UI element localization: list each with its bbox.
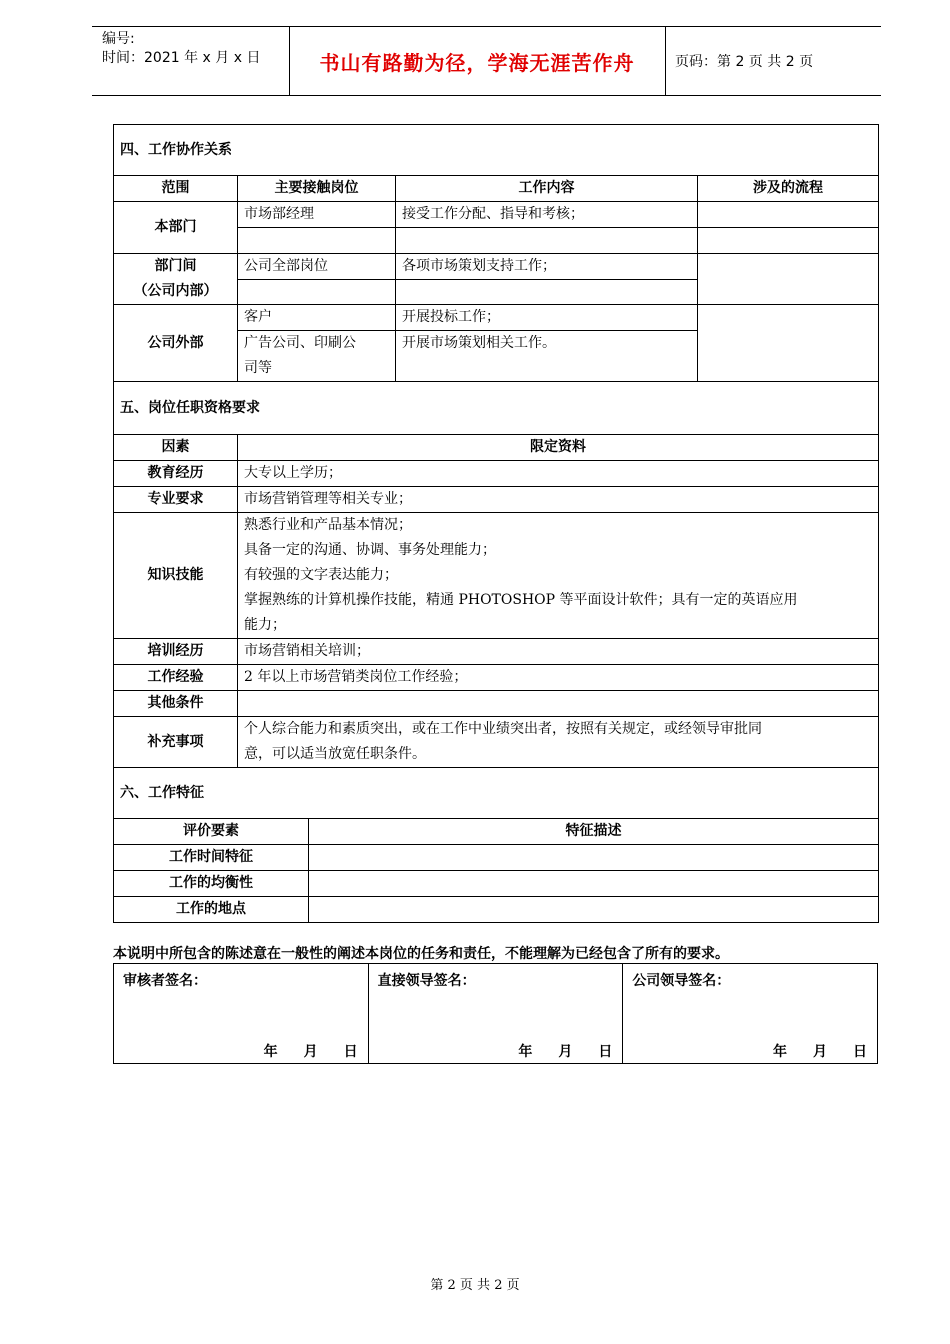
page-info: 页码：第 2 页 共 2 页 xyxy=(675,54,814,70)
date-year: 年 xyxy=(263,1044,278,1060)
content-cell: 接受工作分配、指导和考核； xyxy=(396,202,698,228)
position-cell xyxy=(238,331,396,382)
section-title-work-features: 六、工作特征 xyxy=(114,768,879,819)
signature-label: 公司领导签名： xyxy=(632,973,731,989)
date-day: 日 xyxy=(343,1044,358,1060)
col-header-factor: 因素 xyxy=(114,435,238,461)
col-header-evaluation: 评价要素 xyxy=(114,819,309,845)
process-cell xyxy=(698,254,879,305)
date-year: 年 xyxy=(518,1044,533,1060)
date-year: 年 xyxy=(773,1044,787,1060)
feature-label-balance: 工作的均衡性 xyxy=(114,871,309,897)
requirement-value: 市场营销管理等相关专业； xyxy=(238,487,879,513)
feature-value xyxy=(309,897,879,923)
requirement-value: 大专以上学历； xyxy=(238,461,879,487)
position-cell: 市场部经理 xyxy=(238,202,396,228)
content-cell: 各项市场策划支持工作； xyxy=(396,254,698,280)
scope-label-external: 公司外部 xyxy=(114,305,238,382)
signature-label: 审核者签名： xyxy=(123,973,207,989)
factor-label-other: 其他条件 xyxy=(114,691,238,717)
position-cell xyxy=(238,280,396,305)
content-cell xyxy=(396,280,698,305)
scope-label-interdepartment xyxy=(114,254,238,305)
factor-label-education: 教育经历 xyxy=(114,461,238,487)
feature-value xyxy=(309,871,879,897)
header-meta xyxy=(102,30,260,68)
position-line: 司等 xyxy=(244,360,272,376)
job-description-table xyxy=(113,124,879,923)
factor-label-skills: 知识技能 xyxy=(114,513,238,639)
position-cell: 客户 xyxy=(238,305,396,331)
factor-label-supplement: 补充事项 xyxy=(114,717,238,768)
process-cell xyxy=(698,305,879,382)
signature-box-company-leader[interactable] xyxy=(623,964,878,1064)
skill-line: 掌握熟练的计算机操作技能，精通 PHOTOSHOP 等平面设计软件；具有一定的英语应用 xyxy=(244,592,798,608)
process-cell xyxy=(698,228,879,254)
signature-date xyxy=(492,1041,612,1061)
content-cell: 开展市场策划相关工作。 xyxy=(396,331,698,382)
supplement-line: 个人综合能力和素质突出，或在工作中业绩突出者，按照有关规定，或经领导审批同 xyxy=(244,721,762,737)
col-header-process: 涉及的流程 xyxy=(698,176,879,202)
signature-label: 直接领导签名： xyxy=(377,973,476,989)
section-title-qualifications: 五、岗位任职资格要求 xyxy=(114,382,879,435)
header-divider xyxy=(665,27,666,95)
scope-label-line: （公司内部） xyxy=(133,283,218,299)
col-header-content: 工作内容 xyxy=(396,176,698,202)
process-cell xyxy=(698,202,879,228)
feature-value xyxy=(309,845,879,871)
requirement-value: 市场营销相关培训； xyxy=(238,639,879,665)
content-cell xyxy=(396,228,698,254)
skill-line: 具备一定的沟通、协调、事务处理能力； xyxy=(244,542,496,558)
col-header-requirement: 限定资料 xyxy=(238,435,879,461)
disclaimer-note: 本说明中所包含的陈述意在一般性的阐述本岗位的任务和责任，不能理解为已经包含了所有的要求。 xyxy=(113,946,729,962)
section-title-cooperation: 四、工作协作关系 xyxy=(114,125,879,176)
header-motto: 书山有路勤为径，学海无涯苦作舟 xyxy=(319,51,635,75)
col-header-position: 主要接触岗位 xyxy=(238,176,396,202)
skill-line: 有较强的文字表达能力； xyxy=(244,567,398,583)
requirement-value: 2 年以上市场营销类岗位工作经验； xyxy=(238,665,879,691)
scope-label-line: 部门间 xyxy=(154,258,197,274)
position-line: 广告公司、印刷公 xyxy=(244,335,356,351)
signature-table xyxy=(113,963,878,1064)
time-label: 时间：2021 年 x 月 x 日 xyxy=(102,50,261,66)
supplement-line: 意，可以适当放宽任职条件。 xyxy=(244,746,426,762)
feature-label-location: 工作的地点 xyxy=(114,897,309,923)
factor-label-experience: 工作经验 xyxy=(114,665,238,691)
position-cell: 公司全部岗位 xyxy=(238,254,396,280)
factor-label-major: 专业要求 xyxy=(114,487,238,513)
col-header-description: 特征描述 xyxy=(309,819,879,845)
number-label: 编号: xyxy=(102,31,135,47)
date-month: 月 xyxy=(303,1044,318,1060)
page-header xyxy=(92,26,881,96)
position-cell xyxy=(238,228,396,254)
signature-date xyxy=(238,1041,358,1061)
page-footer: 第 2 页 共 2 页 xyxy=(430,1278,520,1293)
date-month: 月 xyxy=(558,1044,573,1060)
requirement-value-supplement xyxy=(238,717,879,768)
signature-box-reviewer[interactable] xyxy=(114,964,369,1064)
scope-label-department: 本部门 xyxy=(114,202,238,254)
signature-date xyxy=(747,1041,867,1061)
content-cell: 开展投标工作； xyxy=(396,305,698,331)
signature-box-direct-leader[interactable] xyxy=(368,964,623,1064)
skill-line: 熟悉行业和产品基本情况； xyxy=(244,517,412,533)
date-day: 日 xyxy=(853,1044,867,1060)
date-day: 日 xyxy=(598,1044,613,1060)
col-header-scope: 范围 xyxy=(114,176,238,202)
requirement-value-skills xyxy=(238,513,879,639)
requirement-value xyxy=(238,691,879,717)
feature-label-time: 工作时间特征 xyxy=(114,845,309,871)
date-month: 月 xyxy=(813,1044,827,1060)
factor-label-training: 培训经历 xyxy=(114,639,238,665)
skill-line: 能力； xyxy=(244,617,286,633)
